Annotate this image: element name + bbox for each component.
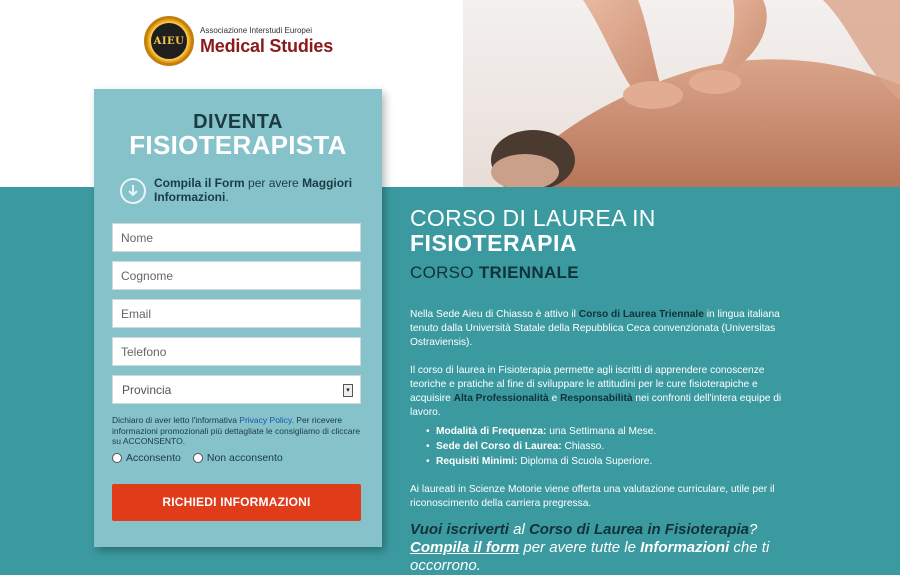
logo-subtitle: Associazione Interstudi Europei bbox=[200, 26, 313, 35]
list-item: • Modalità di Frequenza: una Settimana al Mese. bbox=[436, 424, 790, 439]
logo-title: Medical Studies bbox=[200, 36, 334, 56]
form-title-line2: FISIOTERAPISTA bbox=[129, 130, 347, 160]
form-title-line1: DIVENTA bbox=[193, 111, 283, 133]
telefono-input[interactable] bbox=[112, 337, 361, 366]
select-arrow-icon: ▾ bbox=[343, 384, 353, 397]
call-to-action-text: Vuoi iscriverti al Corso di Laurea in Fisioterapia? Compila il form per avere tutte le Informazioni che ti occorrono. bbox=[410, 521, 770, 574]
richiedi-informazioni-button[interactable]: RICHIEDI INFORMAZIONI bbox=[112, 484, 361, 521]
course-description bbox=[410, 205, 790, 575]
heading-line2: FISIOTERAPIA bbox=[410, 230, 578, 256]
non-acconsento-label[interactable]: Non acconsento bbox=[206, 452, 283, 464]
provincia-select[interactable] bbox=[112, 375, 361, 404]
lead-form-card bbox=[94, 89, 382, 547]
provincia-select-value: Provincia bbox=[122, 383, 172, 397]
paragraph-3: Ai laureati in Scienze Motorie viene offerta una valutazione curriculare, utile per il riconoscimento della carriera pregressa. bbox=[410, 484, 775, 509]
cognome-input[interactable] bbox=[112, 261, 361, 290]
privacy-notice: Dichiaro di aver letto l'informativa Privacy Policy. Per ricevere informazioni promozionali più dettagliate le consigliamo di cliccare su ACCONSENTO. bbox=[112, 415, 361, 446]
form-subtitle: Compila il Form per avere Maggiori Informazioni. bbox=[154, 176, 353, 204]
list-item: • Sede del Corso di Laurea: Chiasso. bbox=[436, 439, 790, 454]
paragraph-1: Nella Sede Aieu di Chiasso è attivo il Corso di Laurea Triennale in lingua italiana tenuto dalla Università Statale della Repubblica Ceca convenzionata (Universitas Ostraviensis). bbox=[410, 309, 780, 348]
acconsento-radio[interactable] bbox=[112, 453, 122, 463]
heading-line1: CORSO DI LAUREA IN bbox=[410, 205, 656, 231]
logo-seal-text: AIEU bbox=[149, 21, 189, 61]
paragraph-2: Il corso di laurea in Fisioterapia permette agli iscritti di apprendere conoscenze teoriche e pratiche al fine di sviluppare le attitudini per le cure fisioterapiche e acquisire Alta Professionalità e Responsabilità nei confronti dell'intera equipe di lavoro. bbox=[410, 365, 782, 418]
privacy-policy-link[interactable]: Privacy Policy bbox=[239, 415, 292, 425]
course-details-list bbox=[410, 424, 790, 469]
compila-il-form-link[interactable]: Compila il form bbox=[410, 539, 520, 556]
arrow-down-circle-icon bbox=[120, 178, 146, 204]
logo[interactable] bbox=[144, 16, 333, 66]
email-input[interactable] bbox=[112, 299, 361, 328]
list-item: • Requisiti Minimi: Diploma di Scuola Superiore. bbox=[436, 454, 790, 469]
nome-input[interactable] bbox=[112, 223, 361, 252]
logo-seal-icon bbox=[144, 16, 194, 66]
acconsento-label[interactable]: Acconsento bbox=[126, 452, 181, 464]
non-acconsento-radio[interactable] bbox=[193, 453, 203, 463]
consent-radios bbox=[112, 452, 295, 464]
heading-line3: CORSO TRIENNALE bbox=[410, 263, 579, 282]
hero-massage-image bbox=[463, 0, 900, 187]
